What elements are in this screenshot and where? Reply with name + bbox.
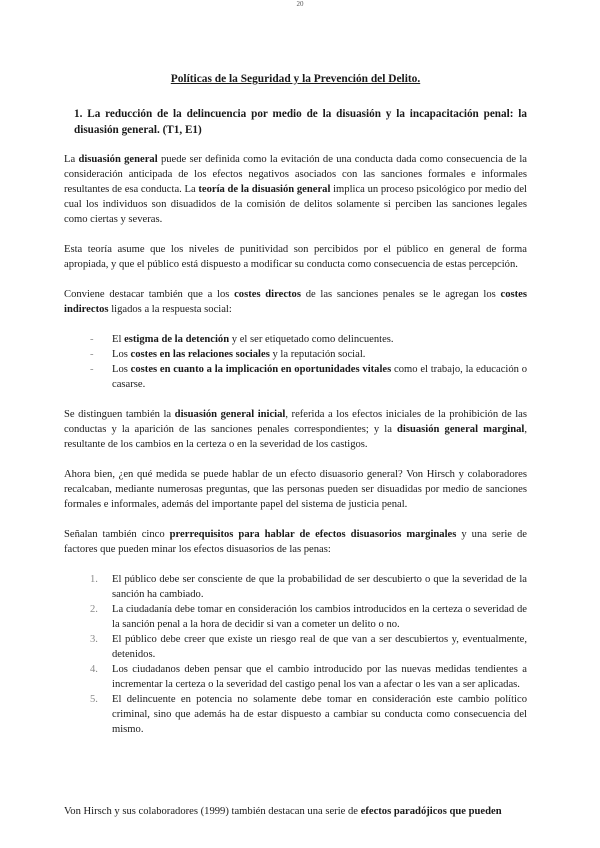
bold-term: teoría de la disuasión general [198, 184, 331, 195]
text: de las sanciones penales se le agregan los [300, 289, 501, 300]
bold-term: efectos paradójicos que pueden [360, 806, 502, 817]
dash-marker: - [90, 364, 94, 375]
list-item [64, 347, 527, 362]
text: y una serie de factores que pueden minar los efectos disuasorios de las penas: [64, 529, 528, 555]
bold-term: disuasión general inicial [174, 409, 286, 420]
text: La [64, 154, 79, 165]
bold-term: disuasión general marginal [397, 424, 525, 435]
document-title: Políticas de la Seguridad y la Prevención del Delito. [170, 73, 421, 85]
list-item [64, 602, 527, 632]
paragraph-costs [64, 287, 527, 317]
bold-term: costes directos [234, 289, 301, 300]
list-item [64, 632, 527, 662]
paragraph-definition [64, 152, 527, 227]
list-item [64, 662, 527, 692]
list-item [64, 362, 527, 392]
list-item [64, 332, 527, 347]
bold-term: disuasión general [78, 154, 158, 165]
paragraph-theory: Esta teoría asume que los niveles de punitividad son percibidos por el público en general de forma apropiada, y que el público está dispuesto a modificar su conducta como consecuencia de estas percepción. [64, 244, 527, 270]
text: Los ciudadanos deben pensar que el cambio introducido por las nuevas medidas tendientes a incrementar la certeza o la severidad del castigo penal los van a afectar o les van a ser aplicadas. [112, 664, 527, 690]
list-item [64, 572, 527, 602]
list-number: 3. [90, 634, 98, 645]
text: El público debe creer que existe un riesgo real de que van a ser descubiertos y, eventualmente, detenidos. [112, 634, 527, 660]
paragraph-types [64, 407, 527, 452]
paragraph-prerequisites [64, 527, 527, 557]
text: El público debe ser consciente de que la probabilidad de ser descubierto o que la severidad de la sanción ha cambiado. [112, 574, 527, 600]
page-number: 20 [296, 0, 304, 8]
text: ligados a la respuesta social: [108, 304, 232, 315]
bold-term: costes en las relaciones sociales [130, 349, 270, 360]
list-number: 2. [90, 604, 98, 615]
list-number: 4. [90, 664, 98, 675]
paragraph-question: Ahora bien, ¿en qué medida se puede hablar de un efecto disuasorio general? Von Hirsch y colaboradores recalcaban, mediante numerosas preguntas, que las personas pueden ser disuadidas por medio de sanciones formales e informales, además del importante papel del sistema de justicia penal. [64, 469, 527, 510]
list-number: 5. [90, 694, 98, 705]
text: Los [112, 364, 131, 375]
text: Conviene destacar también que a los [64, 289, 235, 300]
list-item [64, 692, 527, 737]
bold-term: costes en cuanto a la implicación en oportunidades vitales [130, 364, 392, 375]
paragraph-paradoxical-effects [64, 804, 527, 819]
text: Se distinguen también la [64, 409, 175, 420]
text: Señalan también cinco [64, 529, 170, 540]
text: como el trabajo, la educación o casarse. [112, 364, 527, 390]
text: El [112, 334, 125, 345]
text: puede ser definida como la evitación de una conducta dada como consecuencia de la consideración anticipada de los efectos negativos asociados con las sanciones formales e informales resultantes de esa conducta. La [64, 154, 527, 195]
bold-term: estigma de la detención [124, 334, 230, 345]
page-gap [64, 752, 527, 804]
bold-term: prerrequisitos para hablar de efectos disuasorios marginales [169, 529, 457, 540]
text: y la reputación social. [269, 349, 366, 360]
bold-term: costes indirectos [64, 289, 527, 315]
text: La ciudadanía debe tomar en consideración los cambios introducidos en la certeza o severidad de la sanción penal a la hora de decidir si van a cometer un delito o no. [112, 604, 527, 630]
text: implica un proceso psicológico por medio del cual los individuos son disuadidos de la comisión de delitos solamente si perciben las sanciones legales como ciertas y severas. [64, 184, 527, 225]
dash-marker: - [90, 334, 94, 345]
document-body [64, 72, 527, 834]
list-number: 1. [90, 574, 98, 585]
text: , referida a los efectos iniciales de la prohibición de las conductas y la aparición de las sanciones penales correspondientes; y la [64, 409, 527, 435]
prerequisites-list [64, 572, 527, 737]
section-heading: 1. La reducción de la delincuencia por medio de la disuasión y la incapacitación penal: la disuasión general. (T1, E1) [74, 108, 527, 136]
text: y el ser etiquetado como delincuentes. [229, 334, 394, 345]
dash-marker: - [90, 349, 94, 360]
text: , resultante de los cambios en la certeza o en la severidad de los castigos. [64, 424, 527, 450]
text: El delincuente en potencia no solamente debe tomar en consideración este cambio político criminal, sino que además ha de estar dispuesto a cambiar su conducta como consecuencia del mismo. [112, 694, 527, 735]
indirect-costs-list [64, 332, 527, 392]
text: Von Hirsch y sus colaboradores (1999) también destacan una serie de [64, 806, 361, 817]
text: Los [112, 349, 131, 360]
